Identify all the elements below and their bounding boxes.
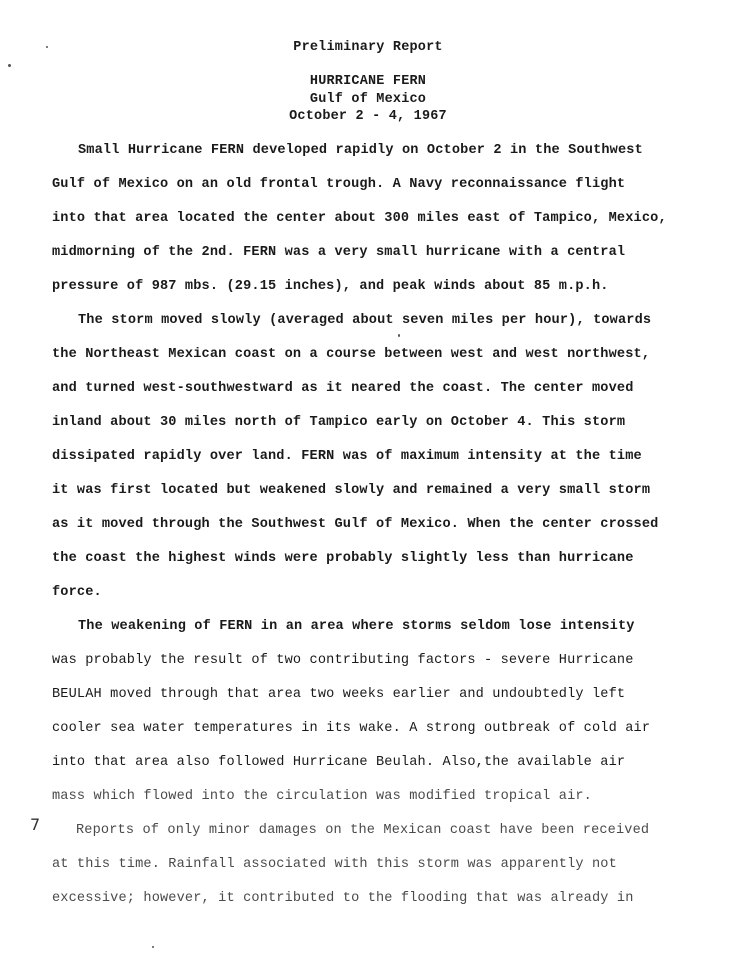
body-line: the coast the highest winds were probably slightly less than hurricane <box>52 551 634 566</box>
body-line: pressure of 987 mbs. (29.15 inches), and peak winds about 85 m.p.h. <box>52 279 609 294</box>
body-line: The storm moved slowly (averaged about seven miles per hour), towards <box>78 313 652 328</box>
scan-speck <box>46 46 48 48</box>
report-type-heading: Preliminary Report <box>293 40 443 55</box>
body-line: was probably the result of two contributing factors - severe Hurricane <box>52 653 634 668</box>
scan-speck <box>398 334 400 337</box>
scan-speck <box>152 946 154 948</box>
body-line: cooler sea water temperatures in its wake. A strong outbreak of cold air <box>52 721 651 736</box>
body-line: into that area also followed Hurricane Beulah. Also,the available air <box>52 755 626 770</box>
body-line: as it moved through the Southwest Gulf of Mexico. When the center crossed <box>52 517 659 532</box>
scan-speck <box>8 64 11 67</box>
body-line: into that area located the center about 300 miles east of Tampico, Mexico, <box>52 211 667 226</box>
body-line: Gulf of Mexico on an old frontal trough. A Navy reconnaissance flight <box>52 177 626 192</box>
body-line: excessive; however, it contributed to the flooding that was already in <box>52 891 634 906</box>
body-line: inland about 30 miles north of Tampico early on October 4. This storm <box>52 415 626 430</box>
dates-heading: October 2 - 4, 1967 <box>289 109 447 124</box>
body-line: it was first located but weakened slowly and remained a very small storm <box>52 483 651 498</box>
region-heading: Gulf of Mexico <box>309 92 427 107</box>
body-line: dissipated rapidly over land. FERN was of maximum intensity at the time <box>52 449 642 464</box>
body-line: Reports of only minor damages on the Mexican coast have been received <box>76 823 650 838</box>
body-line: mass which flowed into the circulation was modified tropical air. <box>52 789 592 804</box>
body-line: at this time. Rainfall associated with this storm was apparently not <box>52 857 617 872</box>
body-line: force. <box>52 585 102 600</box>
body-line: midmorning of the 2nd. FERN was a very small hurricane with a central <box>52 245 626 260</box>
body-line: the Northeast Mexican coast on a course between west and west northwest, <box>52 347 651 362</box>
body-line: Small Hurricane FERN developed rapidly on October 2 in the Southwest <box>78 143 643 158</box>
body-line: The weakening of FERN in an area where storms seldom lose intensity <box>78 619 635 634</box>
body-line: and turned west-southwestward as it neared the coast. The center moved <box>52 381 634 396</box>
storm-name-heading: HURRICANE FERN <box>309 74 427 89</box>
body-line: BEULAH moved through that area two weeks earlier and undoubtedly left <box>52 687 626 702</box>
margin-annotation: 7 <box>30 815 41 834</box>
